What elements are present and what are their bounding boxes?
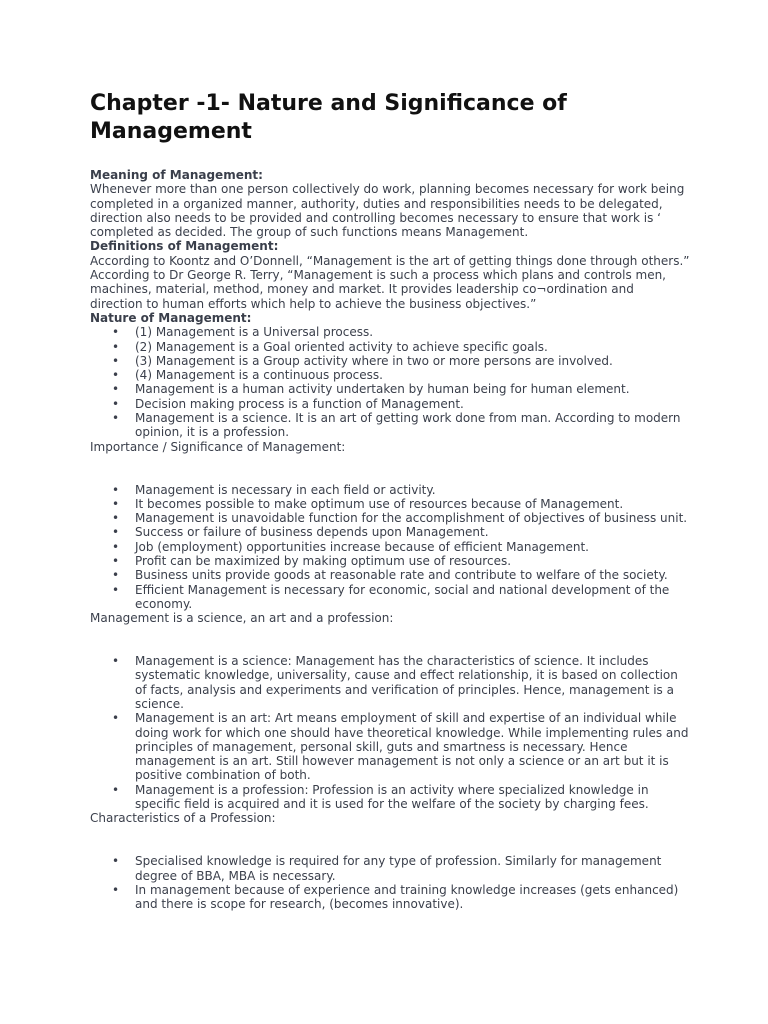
list-item: • Management is an art: Art means employment of skill and expertise of an individual while doing work for which one should have theoretical knowledge. While implementing rules and principles of management, personal skill, guts and smartness is necessary. Hence management is an art. Still however management is not only a science or an art but it is positive combination of both. [90, 711, 690, 782]
list-item: • Specialised knowledge is required for any type of profession. Similarly for management degree of BBA, MBA is necessary. [90, 854, 690, 883]
importance-heading: Importance / Significance of Management: [90, 439, 346, 454]
list-item: • Management is necessary in each field or activity. [90, 483, 690, 497]
list-item: • In management because of experience and training knowledge increases (gets enhanced) and there is scope for research, (becomes innovative). [90, 883, 690, 912]
list-item: • Management is a human activity undertaken by human being for human element. [90, 382, 690, 396]
list-item: • Management is unavoidable function for the accomplishment of objectives of business unit. [90, 511, 690, 525]
list-item: • Management is a profession: Profession is an activity where specialized knowledge in specific field is acquired and it is used for the welfare of the society by charging fees. [90, 783, 690, 812]
list-item: • Profit can be maximized by making optimum use of resources. [90, 554, 690, 568]
science-art-list [90, 654, 690, 811]
list-item: • Management is a science: Management has the characteristics of science. It includes systematic knowledge, universality, cause and effect relationship, it is based on collection of facts, analysis and experiments and verification of principles. Hence, management is a science. [90, 654, 690, 711]
nature-list [90, 325, 690, 439]
page-title: Chapter -1- Nature and Significance of Management [90, 91, 567, 144]
meaning-paragraph: Whenever more than one person collectively do work, planning becomes necessary for work being completed in a organized manner, authority, duties and responsibilities needs to be delegated, direction also needs to be provided and controlling becomes necessary to ensure that work is ‘ completed as decided. The group of such functions means Management. [90, 182, 685, 240]
spacer [90, 454, 690, 483]
terry-definition: According to Dr George R. Terry, “Management is such a process which plans and controls men, machines, material, method, money and market. It provides leadership co¬ordination and direction to human efforts which help to achieve the business objectives.” [90, 268, 666, 311]
importance-list [90, 483, 690, 612]
profession-heading: Characteristics of a Profession: [90, 811, 276, 826]
list-item: • (1) Management is a Universal process. [90, 325, 690, 339]
list-item: • (2) Management is a Goal oriented activity to achieve specific goals. [90, 340, 690, 354]
definitions-heading: Definitions of Management: [90, 239, 279, 254]
list-item: • Business units provide goods at reasonable rate and contribute to welfare of the society. [90, 568, 690, 582]
spacer [90, 626, 690, 655]
list-item: • (4) Management is a continuous process. [90, 368, 690, 382]
spacer [90, 826, 690, 855]
list-item: • It becomes possible to make optimum use of resources because of Management. [90, 497, 690, 511]
koontz-definition: According to Koontz and O’Donnell, “Management is the art of getting things done through others.” [90, 253, 690, 268]
list-item: • Efficient Management is necessary for economic, social and national development of the economy. [90, 583, 690, 612]
science-art-heading: Management is a science, an art and a profession: [90, 611, 394, 626]
meaning-heading: Meaning of Management: [90, 168, 263, 182]
list-item: • Management is a science. It is an art of getting work done from man. According to modern opinion, it is a profession. [90, 411, 690, 440]
nature-heading: Nature of Management: [90, 310, 252, 325]
list-item: • Job (employment) opportunities increase because of efficient Management. [90, 540, 690, 554]
document-page [90, 90, 690, 911]
list-item: • Success or failure of business depends upon Management. [90, 525, 690, 539]
list-item: • (3) Management is a Group activity where in two or more persons are involved. [90, 354, 690, 368]
list-item: • Decision making process is a function of Management. [90, 397, 690, 411]
profession-list [90, 854, 690, 911]
